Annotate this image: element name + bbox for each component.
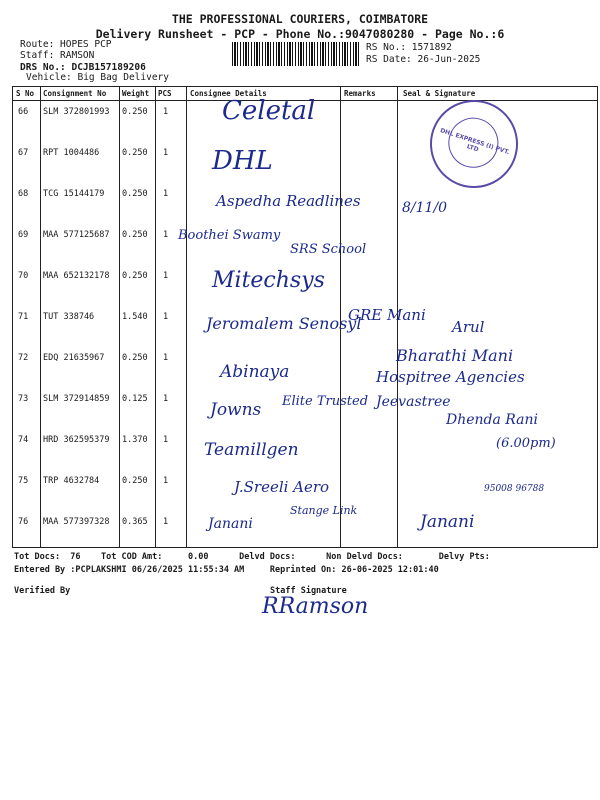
row-consignment: MAA 577397328	[43, 517, 110, 527]
row-consignment: RPT 1004486	[43, 148, 100, 158]
staff-label: Staff: RAMSON	[20, 50, 95, 61]
row-pcs: 1	[163, 189, 169, 199]
col-pcs: PCS	[158, 89, 172, 98]
col-sno: S No	[16, 89, 35, 98]
handwritten-signature: J.Sreeli Aero	[234, 478, 330, 496]
rs-number: RS No.: 1571892	[366, 42, 452, 53]
row-weight: 0.125	[122, 394, 148, 404]
rs-date: RS Date: 26-Jun-2025	[366, 54, 481, 65]
row-weight: 0.250	[122, 230, 148, 240]
row-sno: 74	[18, 435, 29, 445]
handwritten-signature: Aspedha Readlines	[216, 192, 361, 210]
col-remarks: Remarks	[344, 89, 376, 98]
row-sno: 71	[18, 312, 29, 322]
row-pcs: 1	[163, 394, 169, 404]
barcode-image	[232, 42, 360, 66]
row-weight: 1.540	[122, 312, 148, 322]
row-sno: 76	[18, 517, 29, 527]
row-pcs: 1	[163, 312, 169, 322]
col-weight: Weight	[122, 89, 150, 98]
handwritten-signature: Teamillgen	[204, 440, 299, 460]
row-consignment: HRD 362595379	[43, 435, 110, 445]
handwritten-signature: Bharathi Mani	[396, 346, 514, 365]
row-pcs: 1	[163, 230, 169, 240]
handwritten-signature: 95008 96788	[484, 484, 545, 494]
row-sno: 69	[18, 230, 29, 240]
row-sno: 75	[18, 476, 29, 486]
row-weight: 0.250	[122, 189, 148, 199]
handwritten-signature: GRE Mani	[348, 306, 426, 324]
row-pcs: 1	[163, 517, 169, 527]
row-pcs: 1	[163, 476, 169, 486]
row-pcs: 1	[163, 353, 169, 363]
staff-signature-label: Staff Signature	[270, 586, 347, 596]
handwritten-signature: Elite Trusted	[282, 394, 369, 409]
row-consignment: SLM 372801993	[43, 107, 110, 117]
handwritten-signature: Janani	[420, 512, 475, 532]
handwritten-signature: Mitechsys	[212, 268, 325, 293]
handwritten-signature: Abinaya	[220, 362, 290, 382]
entered-by-line: Entered By :PCPLAKSHMI 06/26/2025 11:55:34 AM Reprinted On: 26-06-2025 12:01:40	[14, 565, 439, 575]
handwritten-signature: Dhenda Rani	[446, 412, 539, 428]
company-title: THE PROFESSIONAL COURIERS, COIMBATORE	[171, 12, 429, 26]
staff-signature: RRamson	[262, 594, 369, 619]
handwritten-signature: 8/11/0	[402, 200, 448, 216]
handwritten-signature: Hospitree Agencies	[376, 368, 525, 386]
row-sno: 66	[18, 107, 29, 117]
handwritten-signature: DHL	[212, 146, 273, 176]
row-consignment: TRP 4632784	[43, 476, 100, 486]
row-consignment: TUT 338746	[43, 312, 95, 322]
handwritten-signature: Janani	[208, 516, 253, 532]
row-sno: 70	[18, 271, 29, 281]
row-consignment: TCG 15144179	[43, 189, 105, 199]
row-consignment: MAA 577125687	[43, 230, 110, 240]
row-consignment: SLM 372914859	[43, 394, 110, 404]
handwritten-signature: SRS School	[290, 242, 367, 257]
row-sno: 72	[18, 353, 29, 363]
row-weight: 0.250	[122, 148, 148, 158]
col-seal: Seal & Signature	[403, 89, 476, 98]
row-sno: 68	[18, 189, 29, 199]
row-weight: 0.250	[122, 476, 148, 486]
drs-label: DRS No.: DCJB157189206	[20, 62, 146, 73]
handwritten-signature: Jowns	[210, 400, 262, 420]
row-pcs: 1	[163, 148, 169, 158]
row-weight: 0.250	[122, 271, 148, 281]
handwritten-signature: Arul	[452, 318, 485, 336]
stamp-text: DHL EXPRESS (I) PVT. LTD	[439, 127, 511, 157]
row-consignment: EDQ 21635967	[43, 353, 105, 363]
totals-line: Tot Docs: 76 Tot COD Amt: 0.00 Delvd Docs: Non Delvd Docs: Delvy Pts:	[14, 552, 490, 562]
handwritten-signature: Jeevastree	[376, 394, 451, 410]
handwritten-signature: Jeromalem Senosyl	[206, 314, 362, 333]
col-consignment: Consignment No	[43, 89, 107, 98]
handwritten-signature: Boothei Swamy	[178, 228, 281, 243]
route-label: Route: HOPES PCP	[20, 39, 112, 50]
handwritten-signature: (6.00pm)	[496, 436, 556, 451]
col-consignee: Consignee Details	[190, 89, 267, 98]
runsheet-subtitle: Delivery Runsheet - PCP - Phone No.:9047080280 - Page No.:6	[95, 27, 505, 41]
row-weight: 1.370	[122, 435, 148, 445]
row-pcs: 1	[163, 271, 169, 281]
row-sno: 67	[18, 148, 29, 158]
handwritten-signature: Celetal	[222, 96, 316, 126]
row-pcs: 1	[163, 107, 169, 117]
handwritten-signature: Stange Link	[290, 504, 358, 517]
row-consignment: MAA 652132178	[43, 271, 110, 281]
table-row	[13, 511, 597, 552]
row-weight: 0.365	[122, 517, 148, 527]
vehicle-label: Vehicle: Big Bag Delivery	[26, 72, 169, 83]
verified-by-label: Verified By	[14, 586, 71, 596]
row-weight: 0.250	[122, 353, 148, 363]
row-weight: 0.250	[122, 107, 148, 117]
row-pcs: 1	[163, 435, 169, 445]
row-sno: 73	[18, 394, 29, 404]
